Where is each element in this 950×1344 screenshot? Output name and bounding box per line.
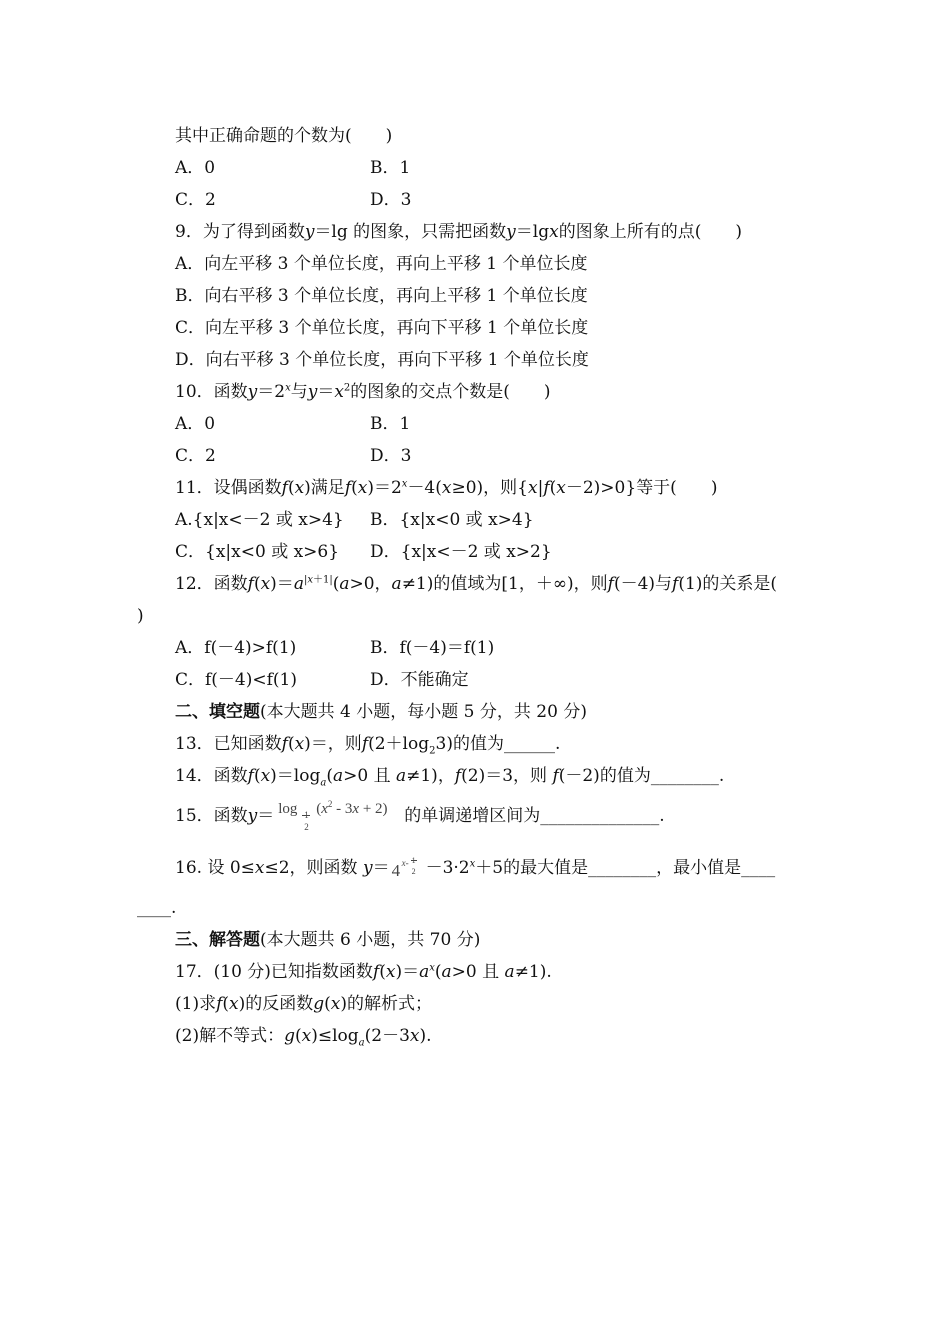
q12-option-a: A．f(－4)>f(1) — [175, 638, 297, 658]
q17-part-1: (1)求f(x)的反函数g(x)的解析式； — [175, 994, 433, 1014]
section-3-heading: 三、解答题(本大题共 6 小题，共 70 分) — [175, 930, 481, 950]
power-expression-image: 4 x- 1 2 — [391, 855, 416, 880]
q11-option-d: D．{x|x<－2 或 x>2} — [370, 542, 552, 562]
q8-option-b: B．1 — [370, 158, 411, 178]
q15: 15．函数y＝ log 1 2 $(x^2 - 3x + 2)$ 的单调递增区间为______________. — [175, 798, 665, 832]
q16-continuation: ____. — [137, 898, 177, 918]
q10-option-b: B．1 — [370, 414, 411, 434]
q9-option-a: A．向左平移 3 个单位长度，再向上平移 1 个单位长度 — [175, 254, 588, 274]
q12-stem: 12．函数$f(x)=a^{|x+1|}(a>0$，a≠1)的值域为[1，＋∞)，则f(－4)与f(1)的关系是( — [175, 574, 778, 594]
q11-option-c: C．{x|x<0 或 x>6} — [175, 542, 340, 562]
q10-stem: 10．函数$y=2^x$与$y=x^2$的图象的交点个数是( ) — [175, 382, 551, 402]
q12-option-b: B．f(－4)＝f(1) — [370, 638, 495, 658]
q9-stem: 9．为了得到函数y＝lg 的图象，只需把函数y＝lgx的图象上所有的点( ) — [175, 222, 742, 242]
q16: 16. 设 0≤x≤2，则函数 y＝ 4 x- 1 2 $-3\cdot 2^x+5$的最大值是________，最小值是____ — [175, 855, 776, 880]
q9-option-d: D．向右平移 3 个单位长度，再向下平移 1 个单位长度 — [175, 350, 589, 370]
q8-stem: 其中正确命题的个数为( ) — [175, 126, 393, 146]
q8-option-d: D．3 — [370, 190, 412, 210]
q10-option-a: A．0 — [175, 414, 216, 434]
q10-option-d: D．3 — [370, 446, 412, 466]
section-2-heading: 二、填空题(本大题共 4 小题，每小题 5 分，共 20 分) — [175, 702, 587, 722]
q9-option-c: C．向左平移 3 个单位长度，再向下平移 1 个单位长度 — [175, 318, 589, 338]
q8-option-a: A．0 — [175, 158, 216, 178]
q9-option-b: B．向右平移 3 个单位长度，再向上平移 1 个单位长度 — [175, 286, 588, 306]
q12-stem-close: ) — [137, 606, 144, 626]
q14: 14．函数$f(x)=\log_a(a>0$ 且 a≠1)，f(2)＝3，则 f(－2)的值为________. — [175, 766, 725, 789]
q10-option-c: C．2 — [175, 446, 216, 466]
q12-option-c: C．f(－4)<f(1) — [175, 670, 297, 690]
q11-option-b: B．{x|x<0 或 x>4} — [370, 510, 534, 530]
q13: 13．已知函数f(x)＝，则$f(2+\log_23)$的值为______. — [175, 734, 561, 757]
q17-part-2: (2)解不等式：$g(x)\le\log_a(2-3x)$. — [175, 1026, 432, 1049]
q11-stem: 11．设偶函数f(x)满足$f(x)=2^x-4(x\ge 0)$，则{x|f(x－2)>0}等于( ) — [175, 478, 718, 498]
q12-option-d: D．不能确定 — [370, 670, 469, 690]
log-expression-image: log 1 2 $(x^2 - 3x + 2)$ — [278, 798, 388, 832]
q8-option-c: C．2 — [175, 190, 216, 210]
q17-stem: 17．(10 分)已知指数函数$f(x)=a^x(a>0$ 且 a≠1). — [175, 962, 552, 982]
q11-option-a: A.{x|x<－2 或 x>4} — [175, 510, 344, 530]
